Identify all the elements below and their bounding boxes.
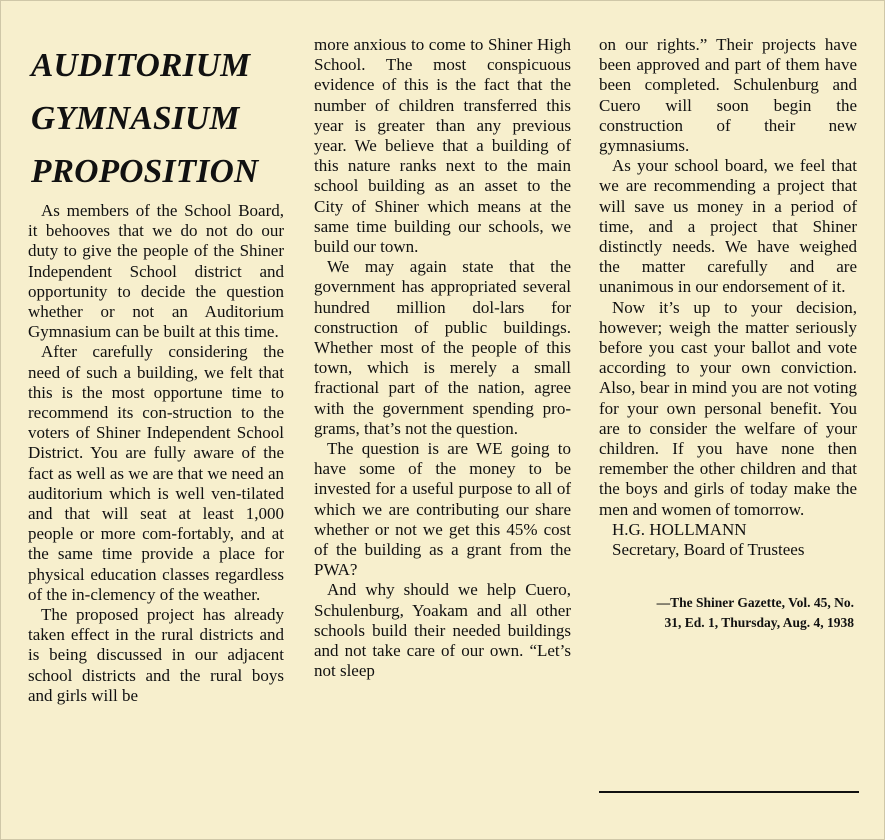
citation-line-2: 31, Ed. 1, Thursday, Aug. 4, 1938: [664, 615, 854, 631]
paragraph-7: As your school board, we feel that we are recommending a project that will save us money in a period of time, and a project that Shiner distinctly needs. We have weighed the matter carefully and are unanimous in our endorsement of it.: [599, 156, 857, 297]
column-2: [314, 35, 571, 682]
paragraph-6: And why should we help Cuero, Schulenburg, Yoakam and all other schools build their needed buildings and not take care of our own. “Let’s not sleep: [314, 580, 571, 681]
headline-line-2: GYMNASIUM: [31, 100, 240, 137]
paragraph-2: After carefully considering the need of such a building, we felt that this is the most opportune time to recommend its con-struction to the voters of Shiner Independent School District. You are fully aware of the fact as well as we are that we need an auditorium which is well ven-tilated and that will seat at least 1,000 people or more com-fortably, and at the same time provide a place for physical education classes regardless of the in-clemency of the weather.: [28, 342, 284, 604]
paragraph-1: As members of the School Board, it behooves that we do not do our duty to give the people of the Shiner Independent School district and opportunity to decide the question whether or not an Auditorium Gymnasium can be built at this time.: [28, 201, 284, 342]
signature-name: H.G. HOLLMANN: [612, 519, 747, 539]
paragraph-8: Now it’s up to your decision, however; weigh the matter seriously before you cast your ballot and vote according to your own conviction. Also, bear in mind you are not voting for your own personal benefit. You are to consider the welfare of your children. If you have none then remember the other children and that the boys and girls of today make the men and women of tomorrow.: [599, 297, 857, 519]
paragraph-3: The proposed project has already taken effect in the rural districts and is being discussed in our adjacent school districts and the rural boys and girls will be: [28, 605, 284, 705]
column-1: [28, 39, 284, 706]
paragraph-6-continued: on our rights.” Their projects have been approved and part of them have been completed. Schulenburg and Cuero will soon begin the construction of their new gymnasiums.: [599, 35, 857, 156]
paragraph-3-continued: more anxious to come to Shiner High School. The most conspicuous evidence of this is the fact that the number of children transferred this year is greater than any previous year. We believe that a building of this nature ranks next to the main school building as an asset to the City of Shiner which means at the same time building our schools, we build our town.: [314, 35, 571, 257]
headline-line-3: PROPOSITION: [31, 153, 259, 190]
headline: [31, 39, 284, 198]
bottom-rule: [599, 791, 859, 793]
column-3: [599, 35, 857, 633]
signature-title: Secretary, Board of Trustees: [612, 540, 805, 560]
source-citation: [599, 593, 857, 633]
paragraph-5: The question is are WE going to have some of the money to be invested for a useful purpose to all of which we are contributing our share whether or not we get this 45% cost of the building as a grant from the PWA?: [314, 439, 571, 580]
paragraph-4: We may again state that the government has appropriated several hundred million dol-lars for construction of public buildings. Whether most of the people of this town, which is merely a small fractional part of the nation, agree with the government spending pro-grams, that’s not the question.: [314, 257, 571, 438]
headline-line-1: AUDITORIUM: [31, 47, 251, 84]
citation-line-1: —The Shiner Gazette, Vol. 45, No.: [656, 595, 854, 611]
